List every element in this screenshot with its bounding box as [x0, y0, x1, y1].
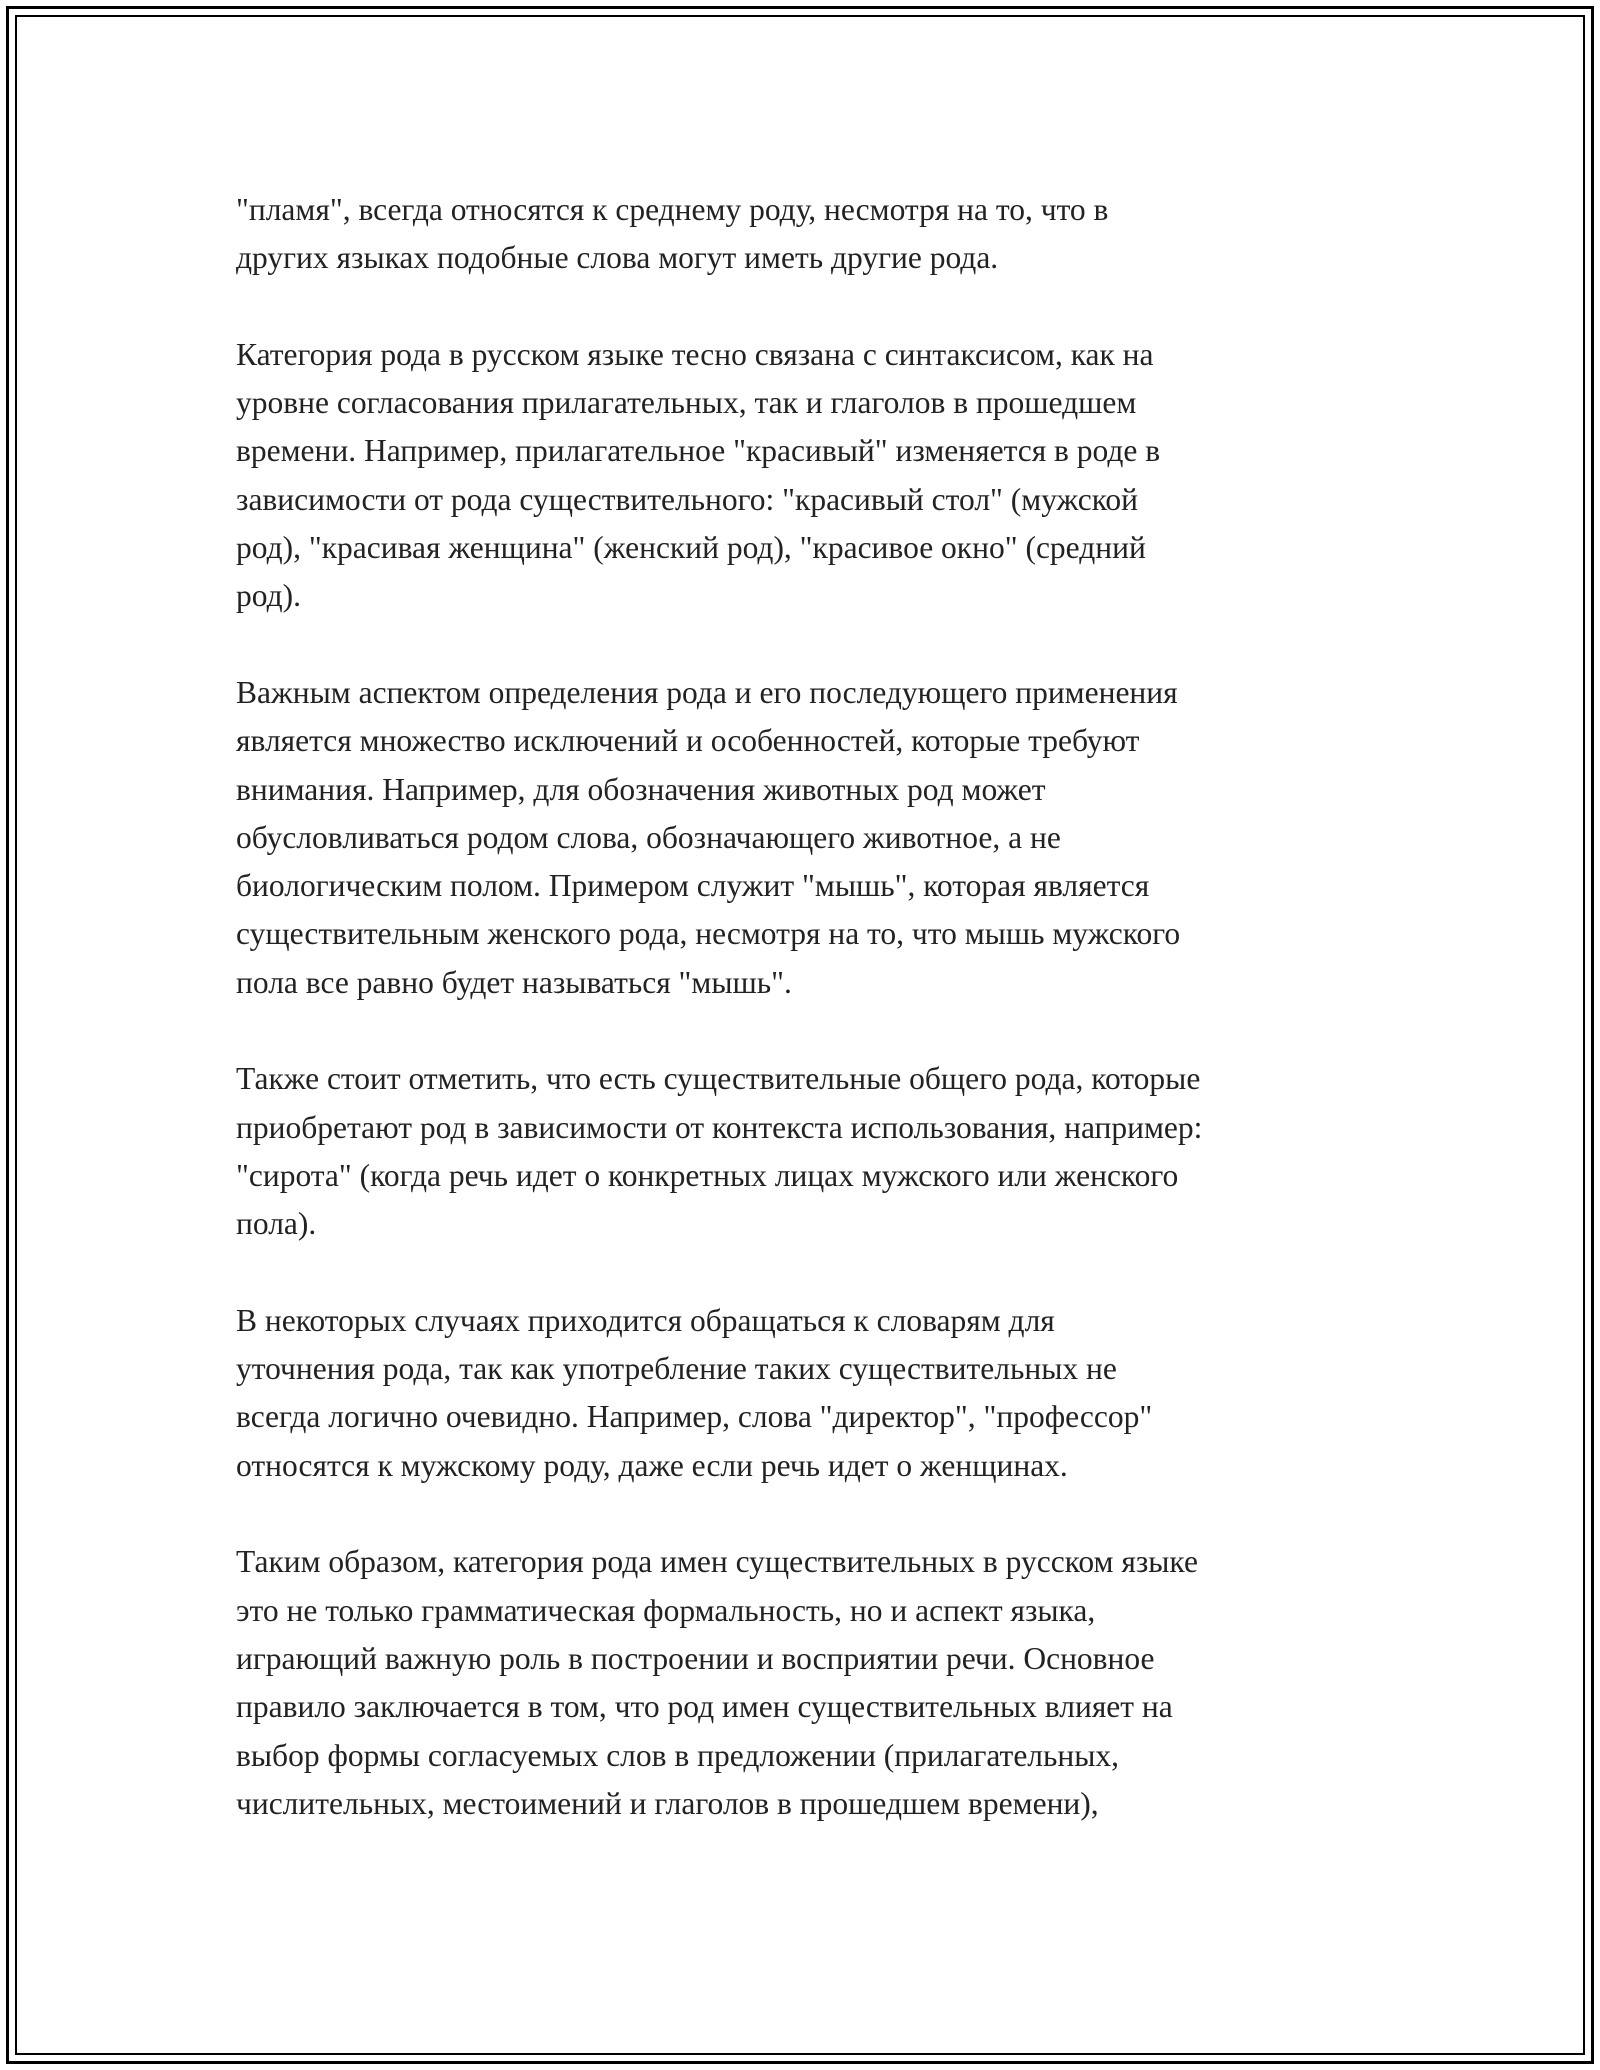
paragraph-1: "пламя", всегда относятся к среднему роду, несмотря на то, что в других языках подобные слова могут иметь другие рода. [236, 192, 1109, 276]
paragraph-2: Категория рода в русском языке тесно связана с синтаксисом, как на уровне согласования прилагательных, так и глаголов в прошедшем времени. Например, прилагательное "красивый" изменяется в роде в зависимости от рода существительного: "красивый стол" (мужской род), "красивая женщина" (женский род), "красивое окно" (средний род). [236, 336, 1161, 614]
paragraph-3: Важным аспектом определения рода и его последующего применения является множество исключений и особенностей, которые требуют внимания. Например, для обозначения животных род может обусловливаться родом слова, обозначающего животное, а не биологическим полом. Примером служит "мышь", которая является существительным женского рода, несмотря на то, что мышь мужского пола все равно будет называться "мышь". [236, 674, 1181, 1000]
paragraph-4: Также стоит отметить, что есть существительные общего рода, которые приобретают род в зависимости от контекста использования, например: "сирота" (когда речь идет о конкретных лицах мужского или женского пола). [236, 1061, 1203, 1242]
paragraph-5: В некоторых случаях приходится обращаться к словарям для уточнения рода, так как употребление таких существительных не всегда логично очевидно. Например, слова "директор", "профессор" относятся к мужскому роду, даже если речь идет о женщинах. [236, 1302, 1153, 1483]
paragraph-6: Таким образом, категория рода имен существительных в русском языке это не только грамматическая формальность, но и аспект языка, играющий важную роль в построении и восприятии речи. Основное правило заключается в том, что род имен существительных влияет на выбор формы согласуемых слов в предложении (прилагательных, числительных, местоимений и глаголов в прошедшем времени), [236, 1544, 1198, 1821]
document-body [236, 186, 1401, 1828]
